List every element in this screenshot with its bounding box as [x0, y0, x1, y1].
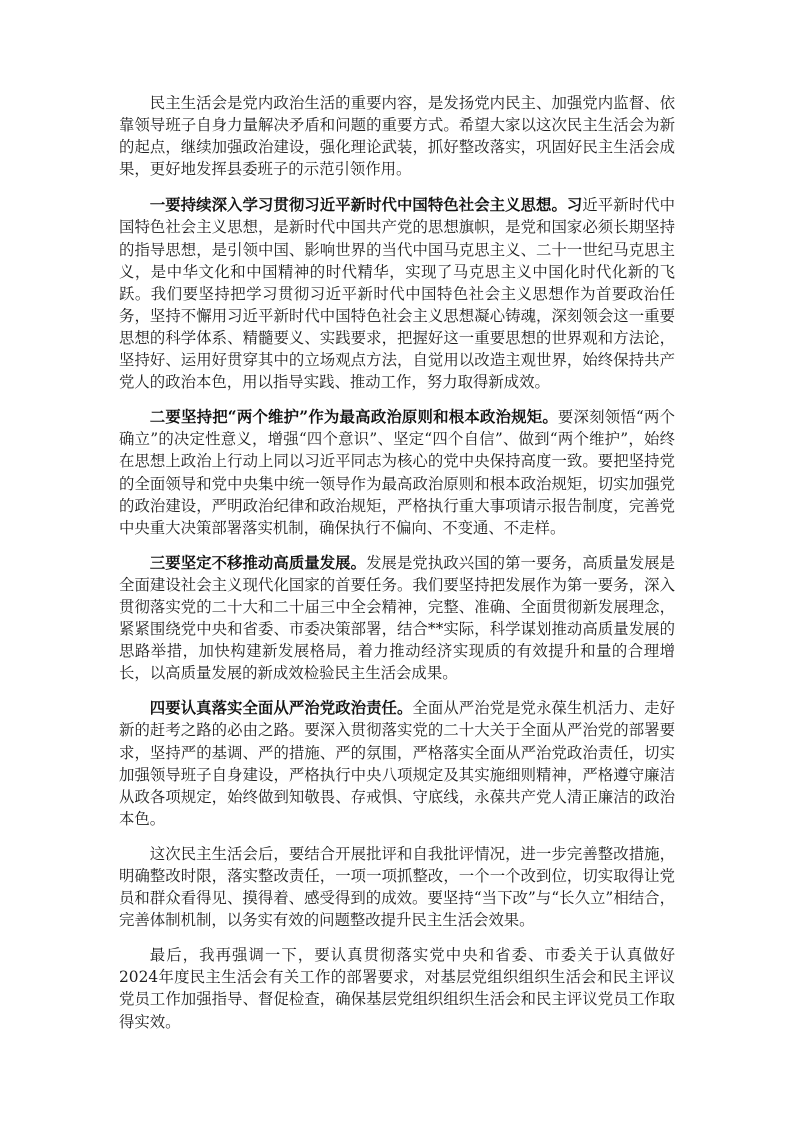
- paragraph-text: 全面从严治党是党永葆生机活力、走好新的赶考之路的必由之路。要深入贯彻落实党的二十大关于全面从严治党的部署要求，坚持严的基调、严的措施、严的氛围，严格落实全面从严治党政治责任，切实加强领导班子自身建设，严格执行中央八项规定及其实施细则精神，严格遵守廉洁从政各项规定，始终做到知敬畏、存戒惧、守底线，永葆共产党人清正廉洁的政治本色。: [119, 699, 675, 828]
- paragraph-point-1: [119, 194, 675, 393]
- paragraph-point-3: [119, 552, 675, 685]
- paragraph-text: 发展是党执政兴国的第一要务，高质量发展是全面建设社会主义现代化国家的首要任务。我们要坚持把发展作为第一要务，深入贯彻落实党的二十大和二十届三中全会精神，完整、准确、全面贯彻新发展理念，紧紧围绕党中央和省委、市委决策部署，结合**实际，科学谋划推动高质量发展的思路举措，加快构建新发展格局，着力推动经济实现质的有效提升和量的合理增长，以高质量发展的新成效检验民主生活会成果。: [119, 553, 675, 683]
- paragraph-text: 这次民主生活会后，要结合开展批评和自我批评情况，进一步完善整改措施，明确整改时限，落实整改责任，一项一项抓整改，一个一个改到位，切实取得让党员和群众看得见、摸得着、感受得到的成效。要坚持“当下改”与“长久立”相结合，完善体制机制，以务实有效的问题整改提升民主生活会效果。: [119, 844, 675, 930]
- paragraph-text: 要深刻领悟“两个确立”的决定性意义，增强“四个意识”、坚定“四个自信”、做到“两个维护”，始终在思想上政治上行动上同以习近平同志为核心的党中央保持高度一致。要把坚持党的全面领导和党中央集中统一领导作为最高政治原则和根本政治规矩，切实加强党的政治建设，严明政治纪律和政治规矩，严格执行重大事项请示报告制度，完善党中央重大决策部署落实机制，确保执行不偏向、不变通、不走样。: [119, 408, 675, 537]
- paragraph-lead: 二要坚持把“两个维护”作为最高政治原则和根本政治规矩。: [149, 408, 558, 427]
- paragraph-lead: 三要坚定不移推动高质量发展。: [149, 553, 367, 572]
- paragraph-intro: [119, 92, 675, 180]
- paragraph-text: 近平新时代中国特色社会主义思想，是新时代中国共产党的思想旗帜，是党和国家必须长期坚持的指导思想，是引领中国、影响世界的当代中国马克思主义、二十一世纪马克思主义，是中华文化和中国精神的时代精华，实现了马克思主义中国化时代化新的飞跃。我们要坚持把学习贯彻习近平新时代中国特色社会主义思想作为首要政治任务，坚持不懈用习近平新时代中国特色社会主义思想凝心铸魂，深刻领会这一重要思想的科学体系、精髓要义、实践要求，把握好这一重要思想的世界观和方法论，坚持好、运用好贯穿其中的立场观点方法，自觉用以改造主观世界，始终保持共产党人的政治本色，用以指导实践、推动工作，努力取得新成效。: [119, 196, 675, 392]
- paragraph-lead: 一要持续深入学习贯彻习近平新时代中国特色社会主义思想。习: [149, 196, 583, 215]
- document-page: [119, 92, 675, 1046]
- paragraph-lead: 四要认真落实全面从严治党政治责任。: [149, 699, 413, 718]
- paragraph-text: 民主生活会是党内政治生活的重要内容，是发扬党内民主、加强党内监督、依靠领导班子自身力量解决矛盾和问题的重要方式。希望大家以这次民主生活会为新的起点，继续加强政治建设，强化理论武装，抓好整改落实，巩固好民主生活会成果，更好地发挥县委班子的示范引领作用。: [119, 94, 675, 179]
- paragraph-point-2: [119, 406, 675, 539]
- paragraph-rectification: [119, 843, 675, 931]
- paragraph-point-4: [119, 697, 675, 830]
- paragraph-closing: [119, 944, 675, 1032]
- paragraph-text: 最后，我再强调一下，要认真贯彻落实党中央和省委、市委关于认真做好2024年度民主生活会有关工作的部署要求，对基层党组织组织生活会和民主评议党员工作加强指导、督促检查，确保基层党组织组织生活会和民主评议党员工作取得实效。: [119, 946, 675, 1031]
